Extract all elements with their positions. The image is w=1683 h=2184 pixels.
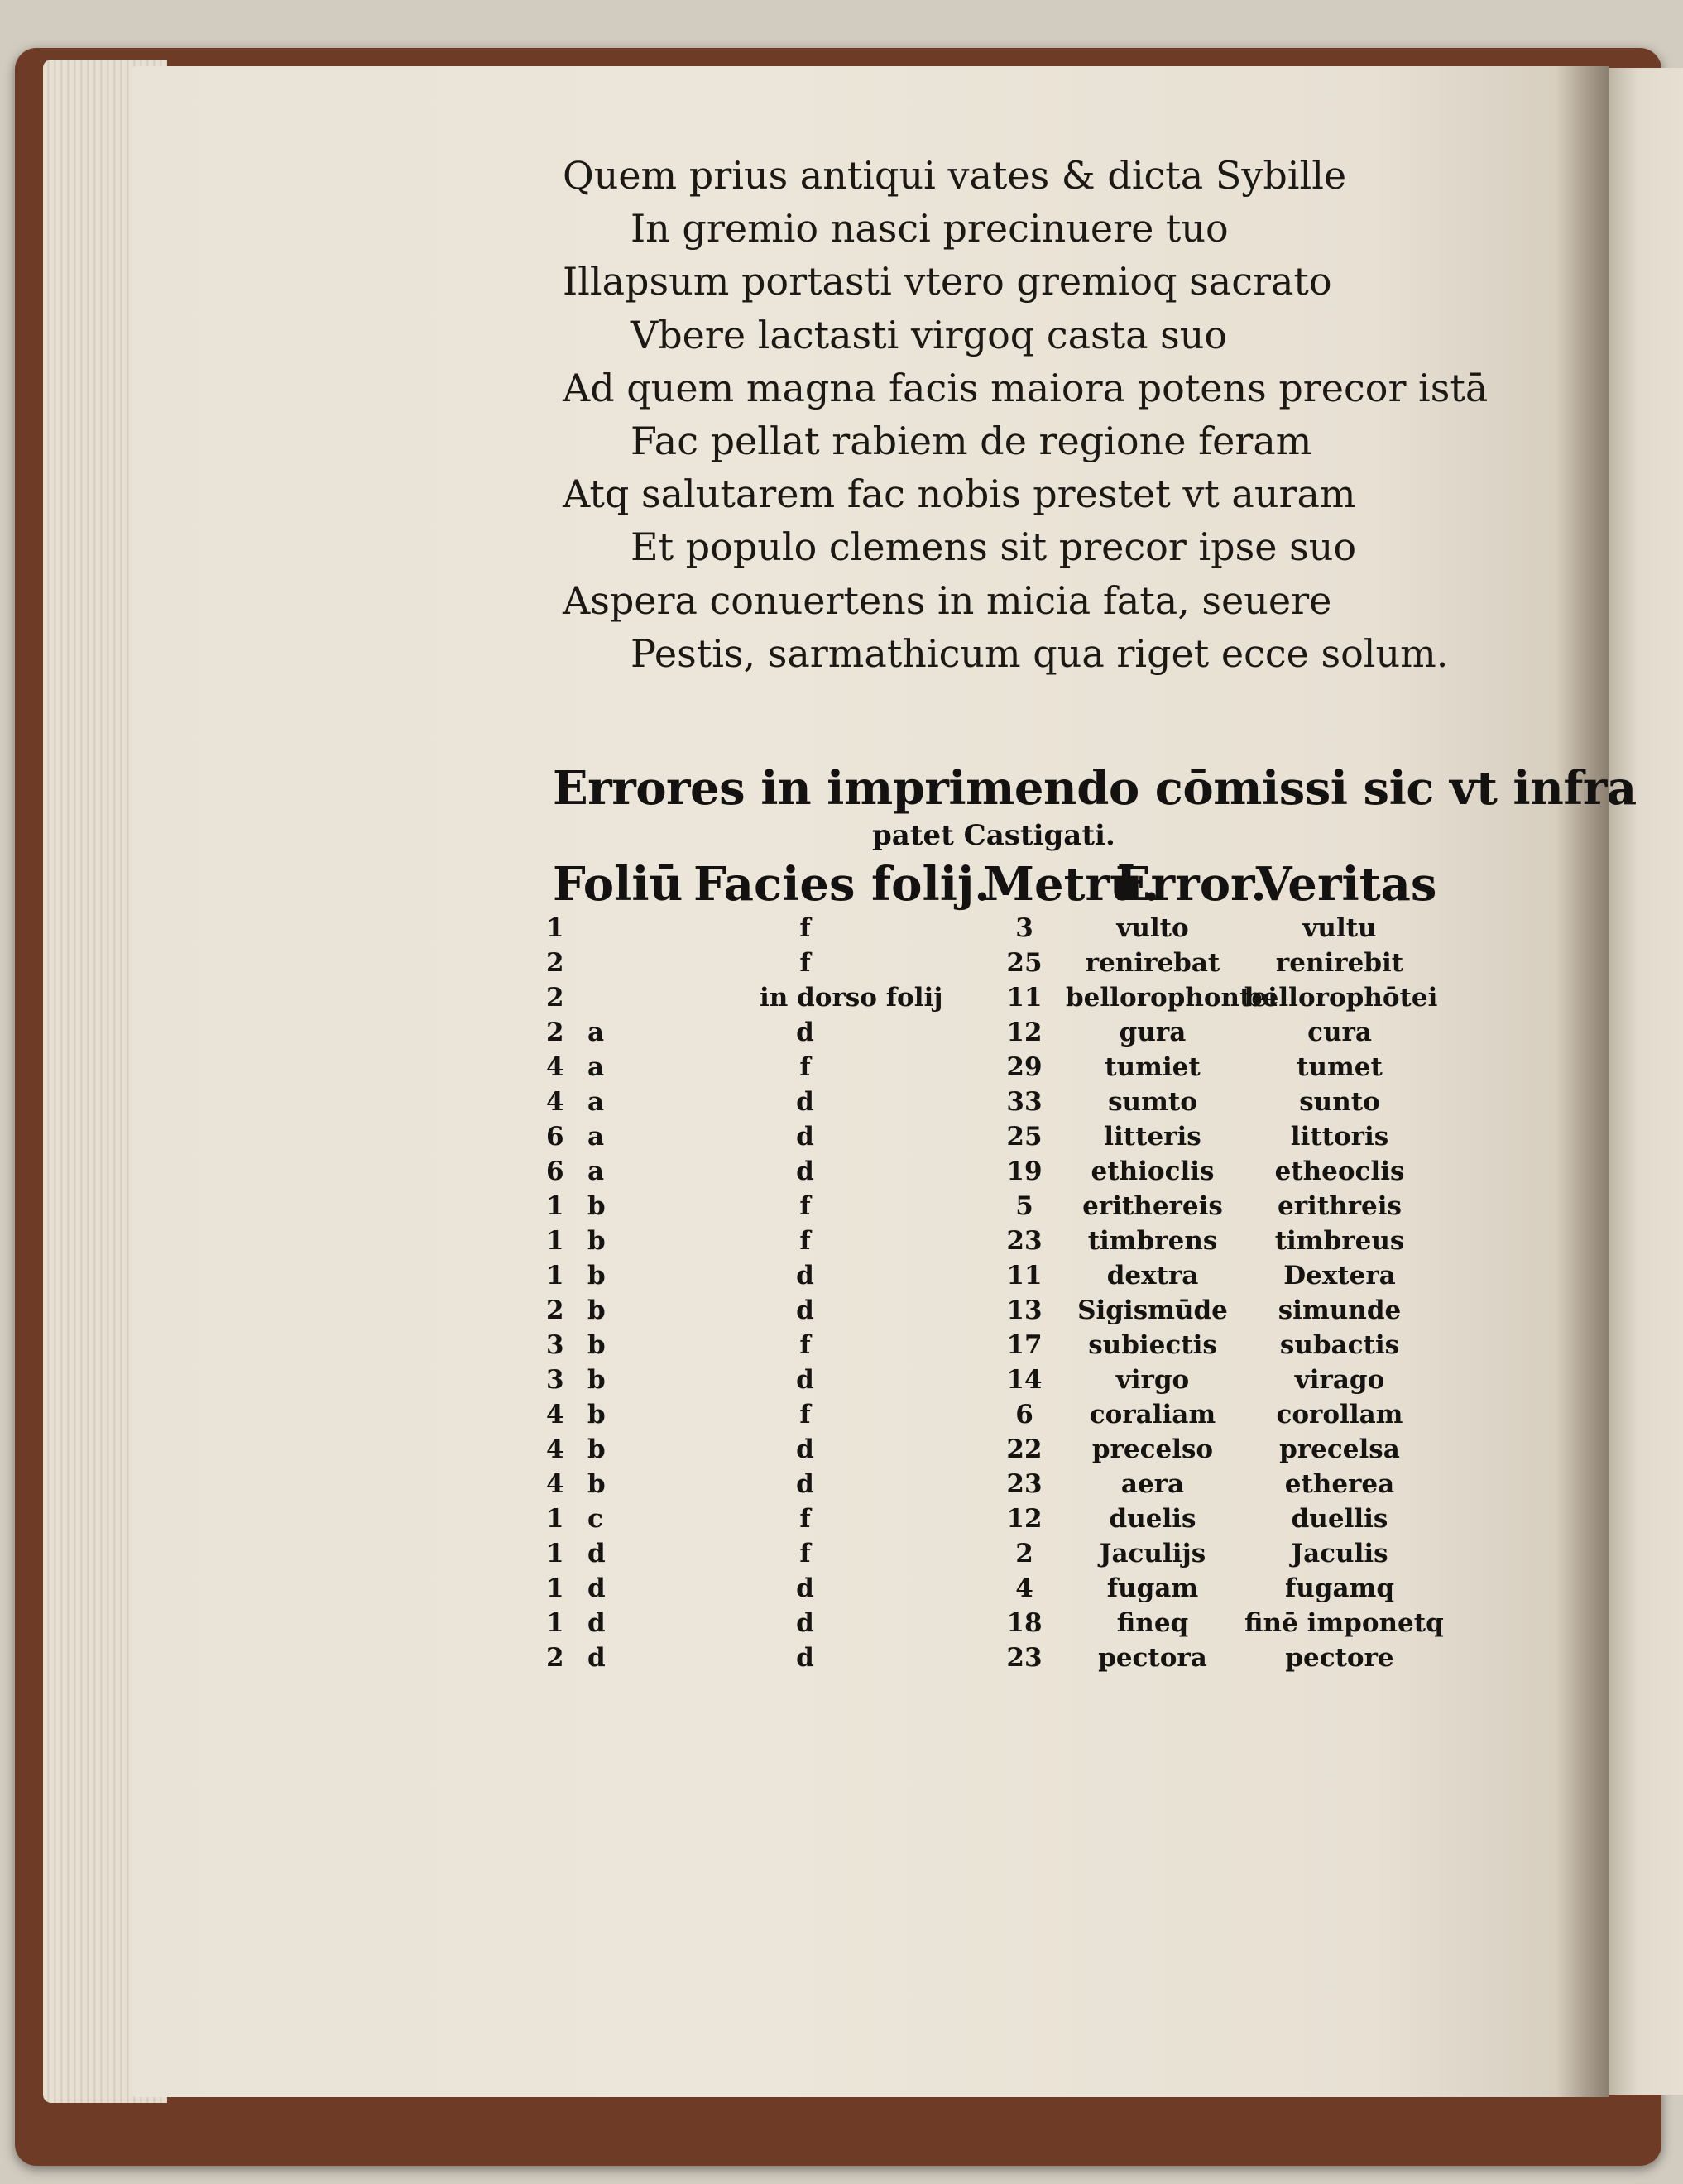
errata-row: [536, 1469, 1446, 1504]
error-cell: Sigismūde: [1077, 1296, 1228, 1325]
folium-cell: 4: [546, 1434, 564, 1464]
facies-cell: d: [796, 1157, 814, 1186]
folium-cell: 4: [546, 1400, 564, 1430]
errata-row: [536, 1226, 1446, 1261]
metrum-cell: 25: [1006, 948, 1043, 978]
facies-cell: f: [799, 1191, 811, 1221]
veritas-cell: renirebit: [1275, 948, 1404, 978]
facies-cell: d: [796, 1643, 814, 1673]
errata-title: Errores in imprimendo cōmissi sic vt infra: [553, 761, 1637, 816]
signature-cell: a: [587, 1157, 605, 1186]
poem-line: Et populo clemens sit precor ipse suo: [631, 524, 1357, 570]
signature-cell: b: [587, 1296, 606, 1325]
veritas-cell: virago: [1294, 1365, 1385, 1395]
veritas-cell: littoris: [1290, 1122, 1389, 1152]
veritas-cell: tumet: [1297, 1052, 1383, 1082]
facies-cell: d: [796, 1261, 814, 1291]
veritas-cell: corollam: [1276, 1400, 1403, 1430]
facies-cell: f: [799, 1052, 811, 1082]
folium-cell: 1: [546, 1261, 564, 1291]
error-cell: Jaculijs: [1099, 1539, 1206, 1569]
errata-row: [536, 1643, 1446, 1678]
signature-cell: a: [587, 1052, 605, 1082]
signature-cell: d: [587, 1573, 606, 1603]
facies-cell: f: [799, 1330, 811, 1360]
poem-line: Illapsum portasti vtero gremioq sacrato: [563, 259, 1332, 304]
facies-cell: d: [796, 1434, 814, 1464]
metrum-cell: 18: [1006, 1608, 1043, 1638]
facies-cell: d: [796, 1296, 814, 1325]
error-cell: fineq: [1116, 1608, 1189, 1638]
error-cell: ethioclis: [1091, 1157, 1215, 1186]
poem-line: Aspera conuertens in micia fata, seuere: [563, 577, 1332, 623]
errata-row: [536, 1018, 1446, 1052]
folium-cell: 3: [546, 1365, 564, 1395]
errata-row: [536, 983, 1446, 1018]
error-cell: pectora: [1098, 1643, 1207, 1673]
veritas-cell: precelsa: [1279, 1434, 1400, 1464]
errata-row: [536, 1122, 1446, 1157]
facies-cell: d: [796, 1365, 814, 1395]
folium-cell: 4: [546, 1052, 564, 1082]
folium-cell: 2: [546, 1018, 564, 1047]
facies-cell: f: [799, 948, 811, 978]
folium-cell: 1: [546, 1226, 564, 1256]
metrum-cell: 4: [1015, 1573, 1033, 1603]
metrum-cell: 25: [1006, 1122, 1043, 1152]
poem-block: [563, 149, 1489, 680]
facies-cell: f: [799, 1400, 811, 1430]
errata-table-body: [536, 913, 1446, 1678]
error-cell: dextra: [1106, 1261, 1199, 1291]
facies-cell: d: [796, 1087, 814, 1117]
signature-cell: b: [587, 1330, 606, 1360]
error-cell: duelis: [1109, 1504, 1196, 1534]
folium-cell: 1: [546, 1539, 564, 1569]
metrum-cell: 11: [1006, 1261, 1043, 1291]
signature-cell: a: [587, 1018, 605, 1047]
header-veritas: Veritas: [1256, 857, 1437, 912]
signature-cell: a: [587, 1087, 605, 1117]
error-cell: timbrens: [1087, 1226, 1218, 1256]
facies-cell: d: [796, 1469, 814, 1499]
signature-cell: b: [587, 1434, 606, 1464]
facies-cell: in dorso folij: [760, 983, 943, 1013]
book-gutter: [1556, 66, 1609, 2097]
error-cell: precelso: [1091, 1434, 1214, 1464]
folium-cell: 6: [546, 1122, 564, 1152]
signature-cell: b: [587, 1226, 606, 1256]
veritas-cell: sunto: [1299, 1087, 1380, 1117]
veritas-cell: Jaculis: [1291, 1539, 1388, 1569]
veritas-cell: timbreus: [1274, 1226, 1405, 1256]
folium-cell: 1: [546, 913, 564, 943]
error-cell: subiectis: [1088, 1330, 1217, 1360]
errata-row: [536, 1400, 1446, 1434]
metrum-cell: 2: [1015, 1539, 1033, 1569]
errata-row: [536, 1573, 1446, 1608]
errata-row: [536, 1539, 1446, 1573]
folium-cell: 2: [546, 1643, 564, 1673]
signature-cell: b: [587, 1191, 606, 1221]
facies-cell: f: [799, 913, 811, 943]
veritas-cell: fugamq: [1284, 1573, 1395, 1603]
error-cell: tumiet: [1105, 1052, 1201, 1082]
metrum-cell: 14: [1006, 1365, 1043, 1395]
veritas-cell: etheoclis: [1274, 1157, 1405, 1186]
veritas-cell: bellorophōtei: [1244, 983, 1438, 1013]
metrum-cell: 19: [1006, 1157, 1043, 1186]
signature-cell: c: [587, 1504, 603, 1534]
veritas-cell: duellis: [1291, 1504, 1388, 1534]
folium-cell: 1: [546, 1504, 564, 1534]
error-cell: gura: [1119, 1018, 1187, 1047]
veritas-cell: Dextera: [1283, 1261, 1396, 1291]
folium-cell: 4: [546, 1087, 564, 1117]
errata-row: [536, 1157, 1446, 1191]
errata-subtitle: patet Castigati.: [872, 819, 1115, 852]
metrum-cell: 3: [1015, 913, 1033, 943]
folium-cell: 2: [546, 983, 564, 1013]
header-folium: Foliū: [553, 857, 683, 912]
errata-row: [536, 1608, 1446, 1643]
signature-cell: d: [587, 1539, 606, 1569]
error-cell: litteris: [1104, 1122, 1201, 1152]
folium-cell: 2: [546, 1296, 564, 1325]
metrum-cell: 13: [1006, 1296, 1043, 1325]
folium-cell: 1: [546, 1191, 564, 1221]
signature-cell: d: [587, 1608, 606, 1638]
signature-cell: b: [587, 1469, 606, 1499]
errata-row: [536, 1191, 1446, 1226]
errata-row: [536, 1365, 1446, 1400]
veritas-cell: vultu: [1302, 913, 1377, 943]
header-error: Error.: [1115, 857, 1267, 912]
veritas-cell: pectore: [1285, 1643, 1394, 1673]
error-cell: fugam: [1106, 1573, 1199, 1603]
poem-line: Vbere lactasti virgoq casta suo: [631, 312, 1228, 357]
facies-cell: d: [796, 1608, 814, 1638]
folium-cell: 1: [546, 1608, 564, 1638]
header-metrum: Metrū.: [983, 857, 1160, 912]
metrum-cell: 22: [1006, 1434, 1043, 1464]
error-cell: sumto: [1108, 1087, 1197, 1117]
facies-cell: f: [799, 1504, 811, 1534]
metrum-cell: 11: [1006, 983, 1043, 1013]
signature-cell: b: [587, 1261, 606, 1291]
metrum-cell: 23: [1006, 1469, 1043, 1499]
metrum-cell: 12: [1006, 1504, 1043, 1534]
folium-cell: 2: [546, 948, 564, 978]
facies-cell: f: [799, 1539, 811, 1569]
errata-row: [536, 948, 1446, 983]
facies-cell: d: [796, 1122, 814, 1152]
signature-cell: d: [587, 1643, 606, 1673]
veritas-cell: subactis: [1279, 1330, 1400, 1360]
metrum-cell: 23: [1006, 1643, 1043, 1673]
error-cell: aera: [1120, 1469, 1185, 1499]
veritas-cell: erithreis: [1278, 1191, 1402, 1221]
error-cell: erithereis: [1082, 1191, 1223, 1221]
facies-cell: d: [796, 1573, 814, 1603]
metrum-cell: 23: [1006, 1226, 1043, 1256]
veritas-cell: finē imponetq: [1244, 1608, 1444, 1638]
errata-row: [536, 1434, 1446, 1469]
folium-cell: 3: [546, 1330, 564, 1360]
metrum-cell: 29: [1006, 1052, 1043, 1082]
poem-line: Ad quem magna facis maiora potens precor istā: [563, 365, 1489, 410]
metrum-cell: 17: [1006, 1330, 1043, 1360]
signature-cell: b: [587, 1365, 606, 1395]
right-page-edge: [1609, 68, 1683, 2095]
folium-cell: 6: [546, 1157, 564, 1186]
poem-line: Pestis, sarmathicum qua riget ecce solum.: [631, 630, 1449, 676]
veritas-cell: simunde: [1278, 1296, 1402, 1325]
metrum-cell: 12: [1006, 1018, 1043, 1047]
facies-cell: f: [799, 1226, 811, 1256]
errata-row: [536, 1330, 1446, 1365]
metrum-cell: 6: [1015, 1400, 1033, 1430]
error-cell: vulto: [1116, 913, 1189, 943]
errata-row: [536, 1296, 1446, 1330]
veritas-cell: cura: [1307, 1018, 1372, 1047]
metrum-cell: 33: [1006, 1087, 1043, 1117]
veritas-cell: etherea: [1284, 1469, 1395, 1499]
error-cell: coraliam: [1089, 1400, 1216, 1430]
folium-cell: 1: [546, 1573, 564, 1603]
errata-row: [536, 1087, 1446, 1122]
errata-row: [536, 1052, 1446, 1087]
errata-row: [536, 1504, 1446, 1539]
metrum-cell: 5: [1015, 1191, 1033, 1221]
error-cell: renirebat: [1085, 948, 1220, 978]
errata-row: [536, 913, 1446, 948]
poem-line: Quem prius antiqui vates & dicta Sybille: [563, 153, 1347, 198]
poem-line: Fac pellat rabiem de regione feram: [631, 419, 1312, 464]
error-cell: virgo: [1115, 1365, 1190, 1395]
poem-line: Atq salutarem fac nobis prestet vt auram: [563, 472, 1356, 517]
folium-cell: 4: [546, 1469, 564, 1499]
signature-cell: a: [587, 1122, 605, 1152]
header-facies: Facies folij.: [693, 857, 990, 912]
signature-cell: b: [587, 1400, 606, 1430]
facies-cell: d: [796, 1018, 814, 1047]
poem-line: In gremio nasci precinuere tuo: [631, 206, 1229, 251]
error-cell: bellorophontei: [1066, 983, 1278, 1013]
errata-row: [536, 1261, 1446, 1296]
